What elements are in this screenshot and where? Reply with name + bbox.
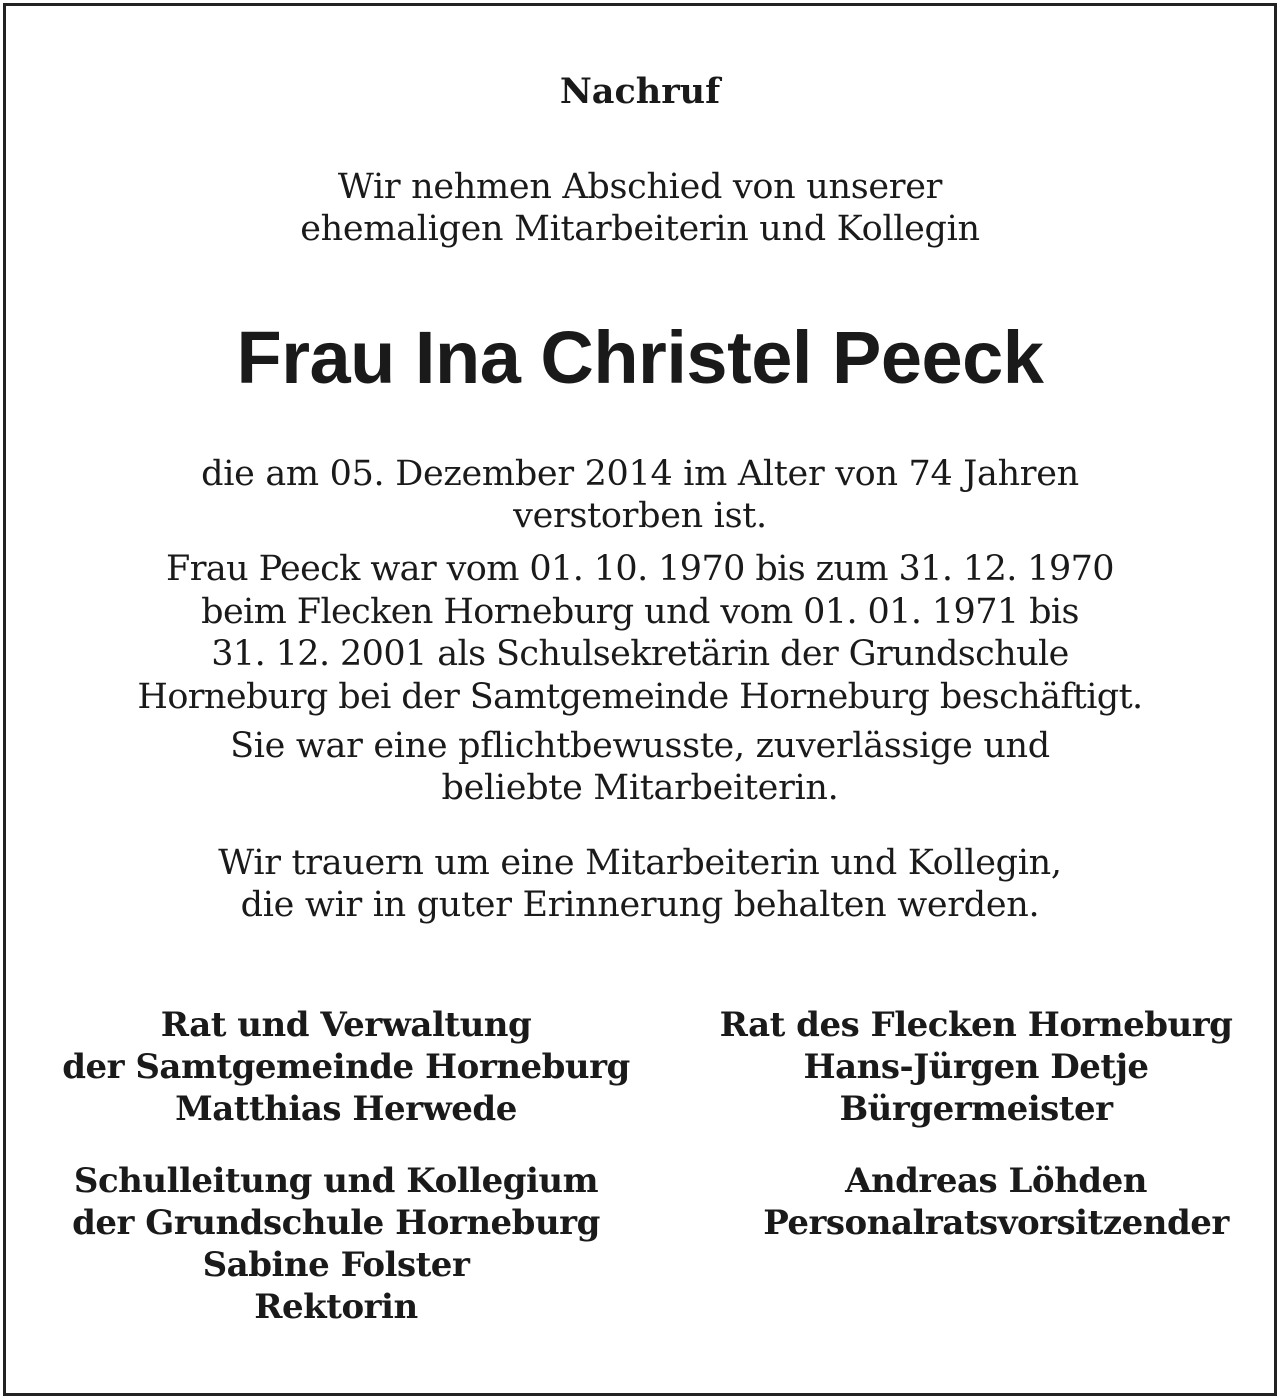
tribute-line: Sie war eine pflichtbewusste, zuverlässige und — [230, 726, 1050, 766]
signatory-line: Personalratsvorsitzender — [763, 1203, 1229, 1243]
signatory-line: der Grundschule Horneburg — [72, 1203, 600, 1243]
signatory-line: Andreas Löhden — [845, 1161, 1147, 1201]
career-line: Frau Peeck war vom 01. 10. 1970 bis zum 31. 12. 1970 — [166, 549, 1114, 589]
mourning-text — [6, 842, 1274, 926]
career-line: 31. 12. 2001 als Schulsekretärin der Grundschule — [211, 634, 1069, 674]
tribute-text — [6, 725, 1274, 809]
deceased-name: Frau Ina Christel Peeck — [236, 316, 1044, 399]
death-line: die am 05. Dezember 2014 im Alter von 74 Jahren — [201, 454, 1079, 494]
career-line: beim Flecken Horneburg und vom 01. 01. 1971 bis — [201, 591, 1079, 632]
signatory-line: der Samtgemeinde Horneburg — [62, 1047, 630, 1087]
signatory-grundschule — [36, 1160, 636, 1328]
death-statement — [6, 453, 1274, 537]
signatory-line: Rat und Verwaltung — [160, 1005, 532, 1045]
intro-line: ehemaligen Mitarbeiterin und Kollegin — [300, 209, 980, 249]
mourning-line: die wir in guter Erinnerung behalten werden. — [240, 885, 1040, 925]
signatory-line: Rektorin — [254, 1287, 418, 1327]
death-line: verstorben ist. — [513, 496, 767, 536]
intro-line: Wir nehmen Abschied von unserer — [337, 167, 943, 207]
signatory-flecken — [686, 1004, 1266, 1130]
signatory-line: Sabine Folster — [202, 1245, 470, 1285]
mourning-line: Wir trauern um eine Mitarbeiterin und Kollegin, — [218, 843, 1062, 883]
obituary-frame — [3, 3, 1277, 1396]
tribute-line: beliebte Mitarbeiterin. — [441, 768, 839, 808]
signatory-line: Matthias Herwede — [175, 1089, 517, 1129]
signatory-personalrat — [726, 1160, 1266, 1244]
intro-text — [6, 166, 1274, 250]
signatory-line: Schulleitung und Kollegium — [73, 1161, 599, 1201]
notice-heading: Nachruf — [559, 71, 721, 112]
signatory-line: Bürgermeister — [839, 1089, 1113, 1129]
career-line: Horneburg bei der Samtgemeinde Horneburg beschäftigt. — [137, 676, 1143, 717]
signatory-line: Rat des Flecken Horneburg — [719, 1005, 1233, 1045]
signatory-samtgemeinde — [36, 1004, 656, 1130]
career-text — [6, 548, 1274, 718]
signatory-line: Hans-Jürgen Detje — [803, 1047, 1149, 1087]
